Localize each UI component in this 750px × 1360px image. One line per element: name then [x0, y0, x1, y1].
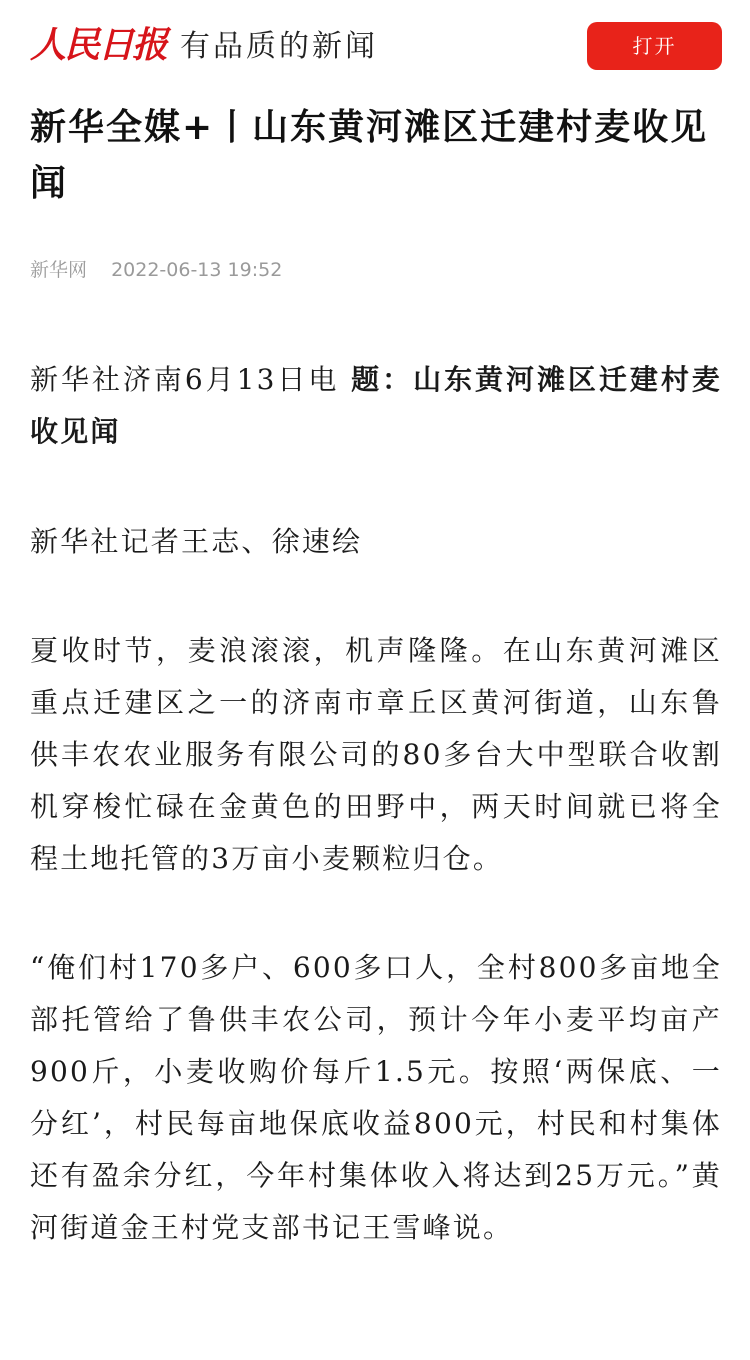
- article-datetime: 2022-06-13 19:52: [111, 259, 283, 281]
- body-paragraph-1: 夏收时节，麦浪滚滚，机声隆隆。在山东黄河滩区重点迁建区之一的济南市章丘区黄河街道，山东鲁供丰农农业服务有限公司的80多台大中型联合收割机穿梭忙碌在金黄色的田野中，两天时间就已将全程土地托管的3万亩小麦颗粒归仓。: [30, 634, 722, 875]
- article-meta: [30, 256, 722, 284]
- peoples-daily-logo[interactable]: 人民日报: [30, 24, 167, 66]
- open-app-button[interactable]: 打开: [587, 22, 722, 70]
- top-bar: [0, 0, 750, 92]
- lead-paragraph: [30, 354, 722, 458]
- article-source: 新华网: [30, 259, 88, 281]
- article: [30, 100, 722, 1254]
- dateline: 新华社济南6月13日电: [30, 363, 352, 396]
- byline: 新华社记者王志、徐速绘: [30, 525, 363, 558]
- header-slogan: 有品质的新闻: [180, 29, 378, 64]
- body-paragraph-2: “俺们村170多户、600多口人，全村800多亩地全部托管给了鲁供丰农公司，预计今年小麦平均亩产900斤，小麦收购价每斤1.5元。按照‘两保底、一分红’，村民每亩地保底收益800元，村民和村集体还有盈余分红，今年村集体收入将达到25万元。”黄河街道金王村党支部书记王雪峰说。: [30, 951, 722, 1244]
- article-title: 新华全媒+丨山东黄河滩区迁建村麦收见闻: [30, 107, 709, 204]
- lead-title: 题：山东黄河滩区迁建村麦收见闻: [30, 363, 722, 448]
